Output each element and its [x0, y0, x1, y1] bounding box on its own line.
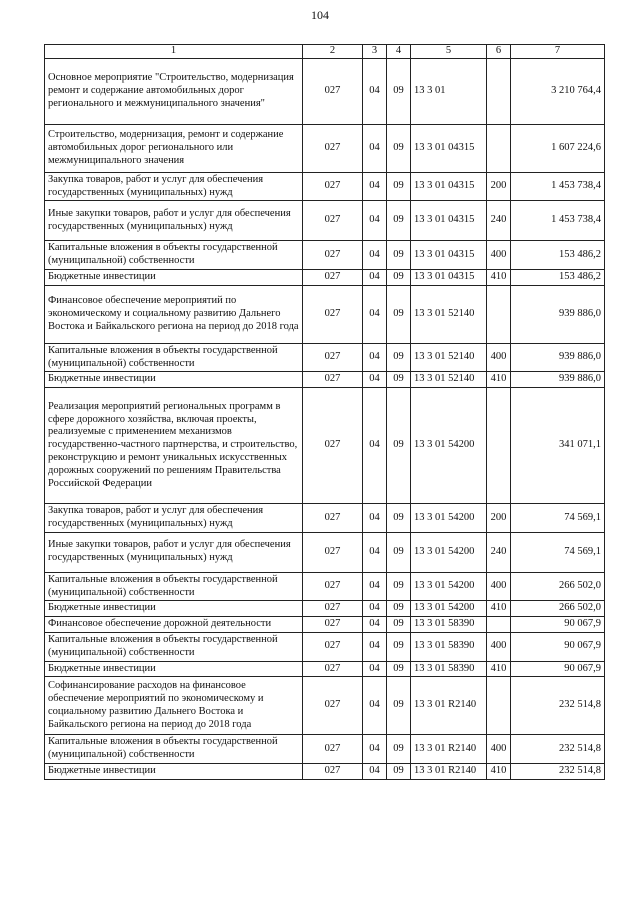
row-target-article: 13 3 01 58390 — [411, 632, 487, 661]
row-amount: 74 569,1 — [511, 504, 605, 533]
row-amount: 1 453 738,4 — [511, 172, 605, 201]
row-target-article: 13 3 01 58390 — [411, 617, 487, 633]
row-target-article: 13 3 01 58390 — [411, 661, 487, 677]
row-amount: 939 886,0 — [511, 285, 605, 343]
row-amount: 266 502,0 — [511, 572, 605, 601]
row-expense-type — [487, 617, 511, 633]
row-section-code: 04 — [363, 285, 387, 343]
row-section-code: 04 — [363, 617, 387, 633]
row-target-article: 13 3 01 04315 — [411, 241, 487, 270]
row-target-article: 13 3 01 04315 — [411, 201, 487, 241]
row-subsection-code: 09 — [387, 763, 411, 779]
row-grbs-code: 027 — [303, 343, 363, 372]
row-expense-type — [487, 285, 511, 343]
row-grbs-code: 027 — [303, 601, 363, 617]
row-subsection-code: 09 — [387, 677, 411, 735]
row-grbs-code: 027 — [303, 58, 363, 124]
row-expense-type: 240 — [487, 532, 511, 572]
row-expense-type: 400 — [487, 572, 511, 601]
row-name: Капитальные вложения в объекты государственной (муниципальной) собственности — [45, 632, 303, 661]
row-grbs-code: 027 — [303, 201, 363, 241]
table-row — [45, 388, 605, 504]
row-amount: 232 514,8 — [511, 763, 605, 779]
row-subsection-code: 09 — [387, 172, 411, 201]
row-grbs-code: 027 — [303, 124, 363, 172]
row-subsection-code: 09 — [387, 241, 411, 270]
row-subsection-code: 09 — [387, 343, 411, 372]
row-grbs-code: 027 — [303, 372, 363, 388]
row-section-code: 04 — [363, 343, 387, 372]
row-name: Основное мероприятие "Строительство, модернизация ремонт и содержание автомобильных дорог регионального и межмуниципального значения" — [45, 58, 303, 124]
row-expense-type: 200 — [487, 504, 511, 533]
row-section-code: 04 — [363, 601, 387, 617]
row-target-article: 13 3 01 54200 — [411, 504, 487, 533]
row-subsection-code: 09 — [387, 632, 411, 661]
row-amount: 939 886,0 — [511, 372, 605, 388]
row-amount: 153 486,2 — [511, 269, 605, 285]
row-section-code: 04 — [363, 269, 387, 285]
column-header: 2 — [303, 45, 363, 59]
table-row — [45, 572, 605, 601]
row-grbs-code: 027 — [303, 735, 363, 764]
table-row — [45, 504, 605, 533]
row-name: Финансовое обеспечение дорожной деятельности — [45, 617, 303, 633]
row-name: Строительство, модернизация, ремонт и содержание автомобильных дорог регионального или межмуниципального значения — [45, 124, 303, 172]
table-row — [45, 661, 605, 677]
page-number: 104 — [311, 8, 329, 22]
row-section-code: 04 — [363, 735, 387, 764]
row-section-code: 04 — [363, 241, 387, 270]
column-header: 3 — [363, 45, 387, 59]
budget-table — [44, 44, 605, 780]
column-header: 1 — [45, 45, 303, 59]
row-expense-type: 410 — [487, 372, 511, 388]
row-expense-type — [487, 58, 511, 124]
row-name: Финансовое обеспечение мероприятий по экономическому и социальному развитию Дальнего Востока и Байкальского региона на период до 2018 года — [45, 285, 303, 343]
row-name: Бюджетные инвестиции — [45, 269, 303, 285]
column-header: 7 — [511, 45, 605, 59]
table-row — [45, 269, 605, 285]
row-subsection-code: 09 — [387, 372, 411, 388]
row-expense-type: 400 — [487, 343, 511, 372]
row-expense-type — [487, 677, 511, 735]
row-subsection-code: 09 — [387, 661, 411, 677]
row-grbs-code: 027 — [303, 269, 363, 285]
row-section-code: 04 — [363, 58, 387, 124]
row-expense-type: 200 — [487, 172, 511, 201]
table-row — [45, 124, 605, 172]
row-amount: 939 886,0 — [511, 343, 605, 372]
row-section-code: 04 — [363, 201, 387, 241]
row-expense-type: 400 — [487, 735, 511, 764]
row-subsection-code: 09 — [387, 269, 411, 285]
table-row — [45, 58, 605, 124]
row-amount: 1 607 224,6 — [511, 124, 605, 172]
row-grbs-code: 027 — [303, 285, 363, 343]
row-target-article: 13 3 01 R2140 — [411, 763, 487, 779]
row-section-code: 04 — [363, 632, 387, 661]
row-amount: 341 071,1 — [511, 388, 605, 504]
row-amount: 90 067,9 — [511, 632, 605, 661]
row-name: Капитальные вложения в объекты государственной (муниципальной) собственности — [45, 241, 303, 270]
row-grbs-code: 027 — [303, 632, 363, 661]
row-section-code: 04 — [363, 677, 387, 735]
row-grbs-code: 027 — [303, 617, 363, 633]
table-row — [45, 763, 605, 779]
row-grbs-code: 027 — [303, 241, 363, 270]
table-row — [45, 343, 605, 372]
row-grbs-code: 027 — [303, 172, 363, 201]
row-target-article: 13 3 01 52140 — [411, 285, 487, 343]
table-row — [45, 285, 605, 343]
row-amount: 1 453 738,4 — [511, 201, 605, 241]
row-expense-type: 240 — [487, 201, 511, 241]
row-section-code: 04 — [363, 172, 387, 201]
row-grbs-code: 027 — [303, 388, 363, 504]
row-name: Бюджетные инвестиции — [45, 372, 303, 388]
row-target-article: 13 3 01 04315 — [411, 269, 487, 285]
row-section-code: 04 — [363, 572, 387, 601]
row-subsection-code: 09 — [387, 735, 411, 764]
table-header-row — [45, 45, 605, 59]
row-grbs-code: 027 — [303, 677, 363, 735]
row-expense-type — [487, 124, 511, 172]
row-target-article: 13 3 01 54200 — [411, 532, 487, 572]
row-amount: 90 067,9 — [511, 661, 605, 677]
row-name: Иные закупки товаров, работ и услуг для обеспечения государственных (муниципальных) нужд — [45, 532, 303, 572]
row-name: Бюджетные инвестиции — [45, 601, 303, 617]
row-section-code: 04 — [363, 372, 387, 388]
table-row — [45, 677, 605, 735]
table-row — [45, 201, 605, 241]
row-subsection-code: 09 — [387, 572, 411, 601]
row-name: Иные закупки товаров, работ и услуг для обеспечения государственных (муниципальных) нужд — [45, 201, 303, 241]
row-expense-type: 400 — [487, 241, 511, 270]
row-subsection-code: 09 — [387, 532, 411, 572]
table-row — [45, 372, 605, 388]
table-row — [45, 532, 605, 572]
row-target-article: 13 3 01 52140 — [411, 372, 487, 388]
row-grbs-code: 027 — [303, 661, 363, 677]
row-amount: 266 502,0 — [511, 601, 605, 617]
row-subsection-code: 09 — [387, 124, 411, 172]
row-subsection-code: 09 — [387, 388, 411, 504]
row-name: Закупка товаров, работ и услуг для обеспечения государственных (муниципальных) нужд — [45, 504, 303, 533]
row-amount: 3 210 764,4 — [511, 58, 605, 124]
row-subsection-code: 09 — [387, 285, 411, 343]
row-target-article: 13 3 01 04315 — [411, 172, 487, 201]
row-amount: 153 486,2 — [511, 241, 605, 270]
row-expense-type: 400 — [487, 632, 511, 661]
row-target-article: 13 3 01 54200 — [411, 388, 487, 504]
row-amount: 90 067,9 — [511, 617, 605, 633]
row-name: Софинансирование расходов на финансовое обеспечение мероприятий по экономическому и социальному развитию Дальнего Востока и Байкальского региона на период до 2018 года — [45, 677, 303, 735]
row-name: Бюджетные инвестиции — [45, 763, 303, 779]
row-subsection-code: 09 — [387, 201, 411, 241]
table-row — [45, 632, 605, 661]
row-expense-type: 410 — [487, 763, 511, 779]
row-subsection-code: 09 — [387, 601, 411, 617]
row-section-code: 04 — [363, 661, 387, 677]
row-expense-type: 410 — [487, 601, 511, 617]
table-row — [45, 172, 605, 201]
row-section-code: 04 — [363, 532, 387, 572]
row-subsection-code: 09 — [387, 58, 411, 124]
row-name: Капитальные вложения в объекты государственной (муниципальной) собственности — [45, 343, 303, 372]
column-header: 6 — [487, 45, 511, 59]
column-header: 4 — [387, 45, 411, 59]
row-subsection-code: 09 — [387, 617, 411, 633]
row-target-article: 13 3 01 04315 — [411, 124, 487, 172]
row-section-code: 04 — [363, 504, 387, 533]
row-grbs-code: 027 — [303, 572, 363, 601]
row-amount: 232 514,8 — [511, 735, 605, 764]
row-name: Бюджетные инвестиции — [45, 661, 303, 677]
row-section-code: 04 — [363, 763, 387, 779]
row-target-article: 13 3 01 R2140 — [411, 735, 487, 764]
row-target-article: 13 3 01 — [411, 58, 487, 124]
row-grbs-code: 027 — [303, 763, 363, 779]
row-target-article: 13 3 01 R2140 — [411, 677, 487, 735]
row-expense-type: 410 — [487, 661, 511, 677]
row-expense-type — [487, 388, 511, 504]
row-target-article: 13 3 01 54200 — [411, 601, 487, 617]
row-expense-type: 410 — [487, 269, 511, 285]
table-row — [45, 601, 605, 617]
row-amount: 232 514,8 — [511, 677, 605, 735]
row-target-article: 13 3 01 54200 — [411, 572, 487, 601]
row-section-code: 04 — [363, 124, 387, 172]
column-header: 5 — [411, 45, 487, 59]
row-name: Капитальные вложения в объекты государственной (муниципальной) собственности — [45, 735, 303, 764]
row-name: Реализация мероприятий региональных программ в сфере дорожного хозяйства, включая проекты, реализуемые с применением механизмов государственно-частного партнерства, и строительство, реконструкцию и ремонт уникальных искусственных дорожных сооружений по решениям Правительства Российской Федерации — [45, 388, 303, 504]
row-section-code: 04 — [363, 388, 387, 504]
row-subsection-code: 09 — [387, 504, 411, 533]
row-grbs-code: 027 — [303, 532, 363, 572]
row-name: Закупка товаров, работ и услуг для обеспечения государственных (муниципальных) нужд — [45, 172, 303, 201]
row-grbs-code: 027 — [303, 504, 363, 533]
table-row — [45, 617, 605, 633]
row-amount: 74 569,1 — [511, 532, 605, 572]
row-target-article: 13 3 01 52140 — [411, 343, 487, 372]
table-row — [45, 735, 605, 764]
row-name: Капитальные вложения в объекты государственной (муниципальной) собственности — [45, 572, 303, 601]
table-row — [45, 241, 605, 270]
